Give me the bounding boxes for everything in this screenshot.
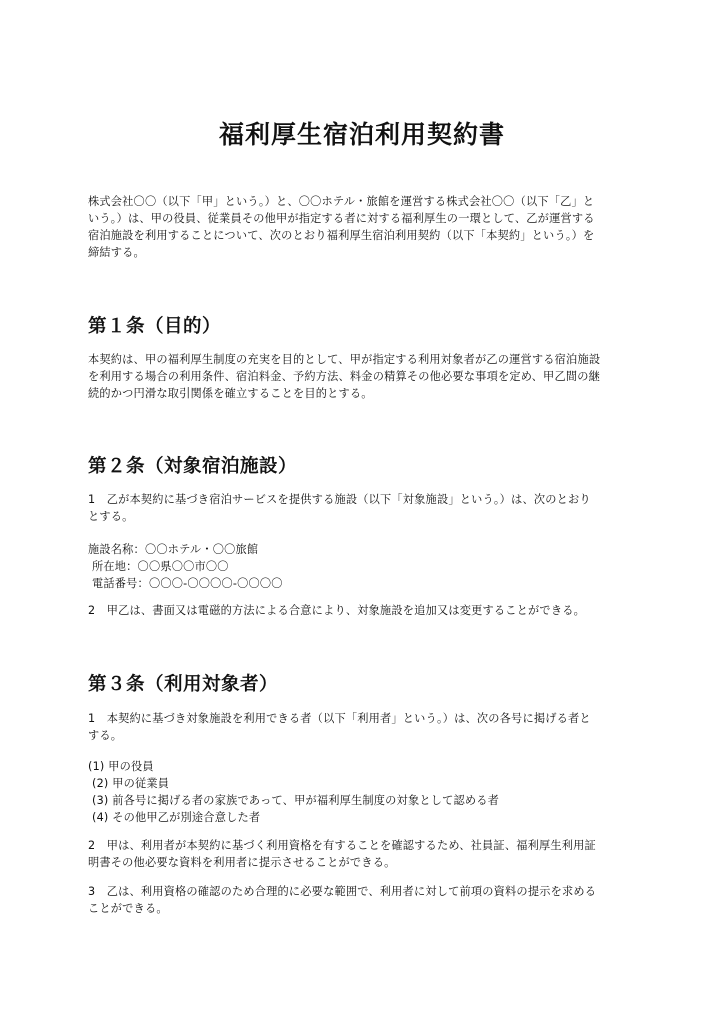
preamble-paragraph bbox=[88, 193, 640, 261]
article3-clause3-line: 3 乙は、利用資格の確認のため合理的に必要な範囲で、利用者に対して前項の資料の提示を求める bbox=[88, 885, 597, 898]
article2-clause2 bbox=[88, 602, 640, 619]
article3-clause3 bbox=[88, 883, 640, 917]
document-title: 福利厚生宿泊利用契約書 bbox=[218, 120, 505, 149]
facility-phone: 電話番号：〇〇〇-〇〇〇〇-〇〇〇〇 bbox=[92, 577, 283, 590]
article2-clause2-line: 2 甲乙は、書面又は電磁的方法による合意により、対象施設を追加又は変更することができる。 bbox=[88, 604, 585, 617]
preamble-line: 宿泊施設を利用することについて、次のとおり福利厚生宿泊利用契約（以下「本契約」という。）を bbox=[88, 229, 595, 242]
article3-clause1 bbox=[88, 710, 640, 744]
preamble-line: 株式会社〇〇（以下「甲」という。）と、〇〇ホテル・旅館を運営する株式会社〇〇（以下「乙」と bbox=[88, 195, 595, 208]
article1-body bbox=[88, 351, 640, 402]
article3-heading: 第３条（利用対象者） bbox=[88, 674, 279, 695]
article1-line: を利用する場合の利用条件、宿泊料金、予約方法、料金の精算その他必要な事項を定め、甲乙間の継 bbox=[88, 370, 600, 383]
list-item: (3) 前各号に掲げる者の家族であって、甲が福利厚生制度の対象として認める者 bbox=[92, 794, 500, 807]
article3-clause2-line: 明書その他必要な資料を利用者に提示させることができる。 bbox=[88, 856, 396, 869]
facility-info bbox=[88, 541, 640, 592]
list-item: (4) その他甲乙が別途合意した者 bbox=[92, 811, 261, 824]
list-item: (2) 甲の従業員 bbox=[92, 777, 170, 790]
article1-line: 本契約は、甲の福利厚生制度の充実を目的として、甲が指定する利用対象者が乙の運営する宿泊施設 bbox=[88, 353, 601, 366]
article2-heading: 第２条（対象宿泊施設） bbox=[88, 456, 298, 477]
article1-line: 続的かつ円滑な取引関係を確立することを目的とする。 bbox=[88, 387, 373, 400]
facility-name: 施設名称：〇〇ホテル・〇〇旅館 bbox=[88, 543, 259, 556]
article3-clause2 bbox=[88, 837, 640, 871]
eligible-users-list bbox=[88, 758, 640, 826]
article2-clause1-line: とする。 bbox=[88, 510, 134, 523]
facility-address: 所在地：〇〇県〇〇市〇〇 bbox=[92, 560, 229, 573]
article1-heading: 第１条（目的） bbox=[88, 316, 222, 337]
preamble-line: いう。）は、甲の役員、従業員その他甲が指定する者に対する福利厚生の一環として、乙が運営する bbox=[88, 212, 595, 225]
article3-clause3-line: ことができる。 bbox=[88, 902, 168, 915]
article3-clause1-line: する。 bbox=[88, 729, 123, 742]
preamble-line: 締結する。 bbox=[88, 246, 145, 259]
list-item: (1) 甲の役員 bbox=[88, 760, 154, 773]
article2-clause1-line: 1 乙が本契約に基づき宿泊サービスを提供する施設（以下「対象施設」という。）は、次のとおり bbox=[88, 493, 591, 506]
article3-clause1-line: 1 本契約に基づき対象施設を利用できる者（以下「利用者」という。）は、次の各号に掲げる者と bbox=[88, 712, 591, 725]
article2-clause1 bbox=[88, 491, 640, 525]
article3-clause2-line: 2 甲は、利用者が本契約に基づく利用資格を有することを確認するため、社員証、福利厚生利用証 bbox=[88, 839, 596, 852]
